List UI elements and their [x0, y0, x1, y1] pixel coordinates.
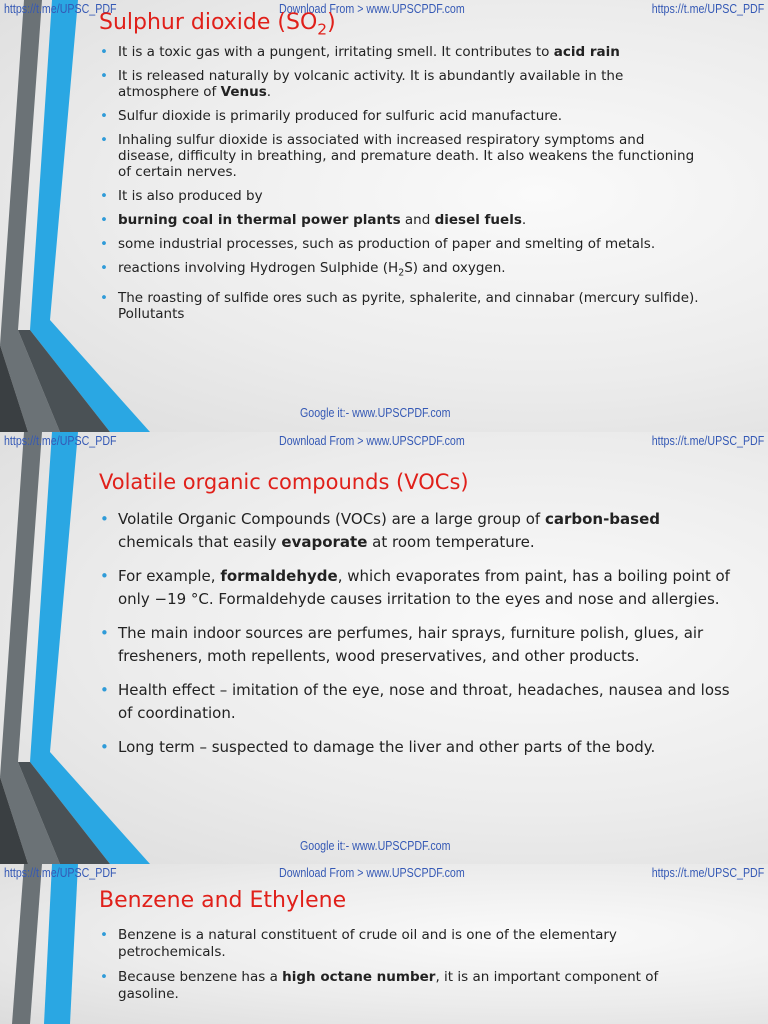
bullet-icon: • [100, 212, 108, 228]
header-left-link[interactable]: https://t.me/UPSC_PDF [4, 433, 117, 448]
list-item: • The main indoor sources are perfumes, hair sprays, furniture polish, glues, air fresheners, moth repellents, wood preservatives, and other products. [100, 624, 704, 665]
slide-title: Volatile organic compounds (VOCs) [99, 470, 469, 494]
bullet-icon: • [100, 132, 108, 148]
slide-title: Benzene and Ethylene [99, 888, 347, 913]
list-item: • Because benzene has a high octane number, it is an important component of gasoline. [100, 969, 659, 1002]
list-item: • It is also produced by [100, 188, 263, 204]
bullet-icon: • [100, 624, 109, 642]
list-item: • Inhaling sulfur dioxide is associated with increased respiratory symptoms and disease, difficulty in breathing, and premature death. It also weakens the functioning of certain nerves. [100, 132, 695, 180]
bullet-icon: • [100, 260, 108, 276]
header-left-link[interactable]: https://t.me/UPSC_PDF [4, 1, 117, 16]
header-center-link[interactable]: Download From > www.UPSCPDF.com [279, 1, 465, 16]
bullet-icon: • [100, 68, 108, 84]
header-right-link[interactable]: https://t.me/UPSC_PDF [651, 1, 764, 16]
list-item: • Health effect – imitation of the eye, nose and throat, headaches, nausea and loss of coordination. [100, 681, 730, 722]
bullet-icon: • [100, 236, 108, 252]
header-center-link[interactable]: Download From > www.UPSCPDF.com [279, 433, 465, 448]
footer-link[interactable]: Google it:- www.UPSCPDF.com [300, 838, 451, 853]
bullet-list [99, 44, 699, 330]
bullet-icon: • [100, 510, 109, 528]
list-item: • For example, formaldehyde, which evaporates from paint, has a boiling point of only −19 °C. Formaldehyde causes irritation to the eyes and nose and allergies. [100, 567, 730, 608]
slide-sulphur-dioxide [0, 0, 768, 432]
header-center-link[interactable]: Download From > www.UPSCPDF.com [279, 865, 465, 880]
list-item: • reactions involving Hydrogen Sulphide $(H_2S)$ and oxygen. [100, 260, 506, 279]
list-item: • some industrial processes, such as production of paper and smelting of metals. [100, 236, 656, 252]
bullet-icon: • [100, 969, 108, 985]
bullet-icon: • [100, 738, 109, 756]
list-item: • Benzene is a natural constituent of crude oil and is one of the elementary petrochemicals. [100, 927, 617, 960]
list-item: • burning coal in thermal power plants and diesel fuels. [100, 212, 527, 228]
bullet-icon: • [100, 289, 108, 306]
list-item: • Long term – suspected to damage the liver and other parts of the body. [99, 736, 739, 759]
slide-volatile-organic-compounds [0, 432, 768, 864]
list-item: • Sulfur dioxide is primarily produced for sulfuric acid manufacture. [100, 108, 563, 124]
bullet-icon: • [100, 188, 108, 204]
bullet-icon: • [100, 567, 109, 585]
list-item: • The roasting of sulfide ores such as pyrite, sphalerite, and cinnabar (mercury sulfide). Pollutants [100, 289, 699, 322]
list-item: • It is a toxic gas with a pungent, irritating smell. It contributes to acid rain [100, 44, 620, 60]
bullet-list [99, 927, 719, 1011]
bullet-icon: • [100, 681, 109, 699]
bullet-list [99, 508, 739, 771]
header-left-link[interactable]: https://t.me/UPSC_PDF [4, 865, 117, 880]
footer-link[interactable]: Google it:- www.UPSCPDF.com [300, 405, 451, 420]
bullet-icon: • [100, 44, 108, 60]
bullet-icon: • [100, 108, 108, 124]
header-right-link[interactable]: https://t.me/UPSC_PDF [651, 433, 764, 448]
list-item: • It is released naturally by volcanic activity. It is abundantly available in the atmosphere of Venus. [100, 68, 624, 100]
bullet-icon: • [100, 927, 108, 943]
header-right-link[interactable]: https://t.me/UPSC_PDF [651, 865, 764, 880]
slide-title: Sulphur dioxide $(SO_2)$ [99, 10, 336, 39]
slide-benzene-ethylene [0, 864, 768, 1024]
list-item: • Volatile Organic Compounds (VOCs) are a large group of carbon-based chemicals that easily evaporate at room temperature. [100, 510, 660, 551]
